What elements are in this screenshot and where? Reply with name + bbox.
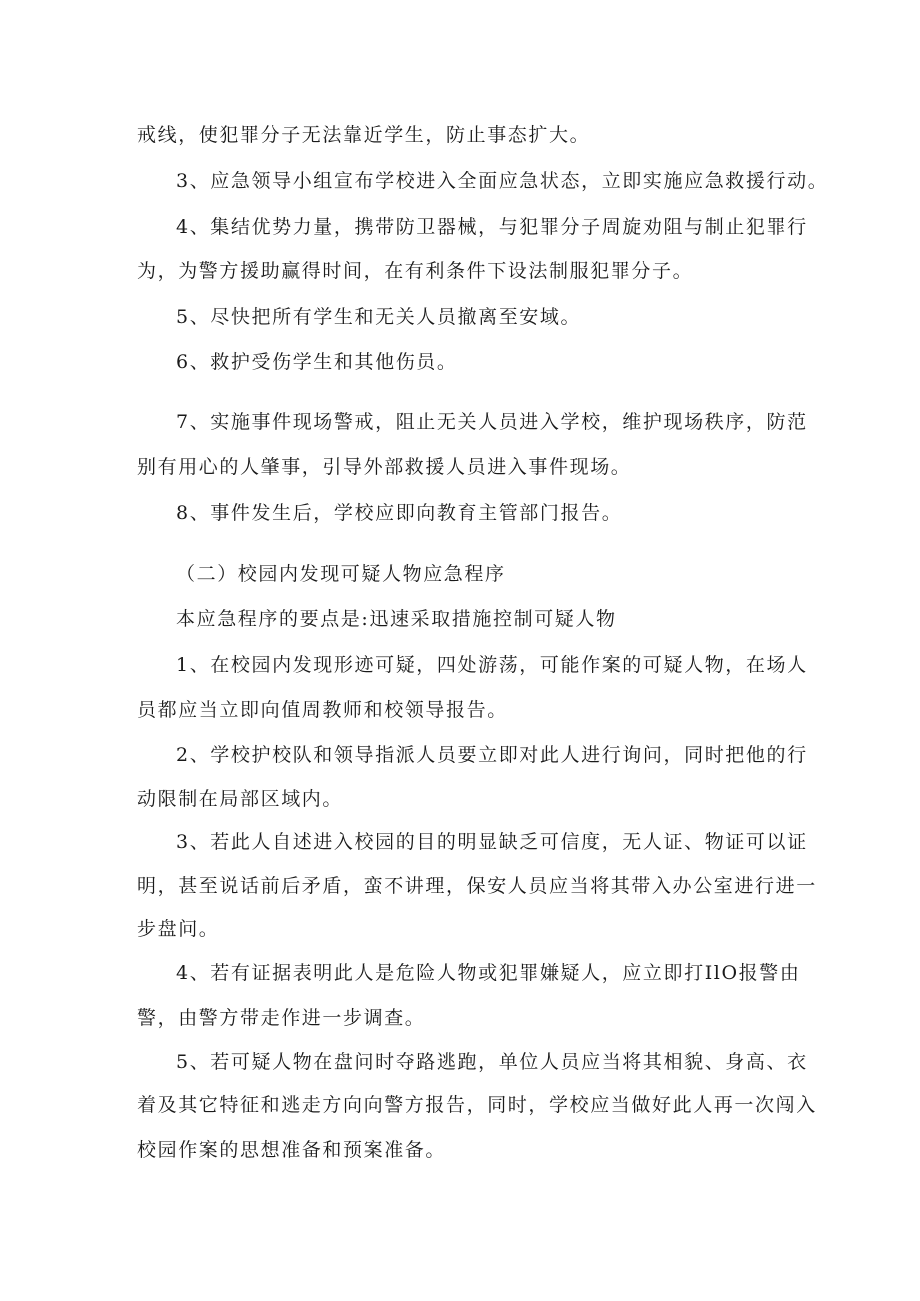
text-line-item-3: 3、应急领导小组宣布学校进入全面应急状态，立即实施应急救援行动。	[176, 170, 829, 192]
text-line-item-7: 7、实施事件现场警戒，阻止无关人员进入学校，维护现场秩序，防范	[176, 411, 808, 433]
text-line-step-3-cont2: 步盘问。	[137, 918, 220, 940]
text-line-step-1: 1、在校园内发现形迹可疑，四处游荡，可能作案的可疑人物，在场人	[176, 654, 808, 676]
text-line-step-5-cont2: 校园作案的思想准备和预案准备。	[137, 1139, 447, 1161]
text-line-item-4: 4、集结优势力量，携带防卫器械，与犯罪分子周旋劝阻与制止犯罪行	[176, 216, 808, 238]
text-line-step-1-cont: 员都应当立即向值周教师和校领导报告。	[137, 699, 508, 721]
text-line-step-5: 5、若可疑人物在盘问时夺路逃跑，单位人员应当将其相貌、身高、衣	[176, 1051, 808, 1073]
section-summary: 本应急程序的要点是:迅速采取措施控制可疑人物	[176, 608, 617, 630]
text-line-step-2: 2、学校护校队和领导指派人员要立即对此人进行询问，同时把他的行	[176, 744, 808, 766]
text-line-step-3-cont: 明，甚至说话前后矛盾，蛮不讲理，保安人员应当将其带入办公室进行进一	[137, 875, 817, 897]
section-heading: （二）校园内发现可疑人物应急程序	[176, 563, 506, 585]
text-line-step-3: 3、若此人自述进入校园的目的明显缺乏可信度，无人证、物证可以证	[176, 831, 808, 853]
text-line-step-5-cont: 着及其它特征和逃走方向向警方报告，同时，学校应当做好此人再一次闯入	[137, 1094, 817, 1116]
text-line-continuation: 戒线，使犯罪分子无法靠近学生，防止事态扩大。	[137, 124, 591, 146]
text-line-item-8: 8、事件发生后，学校应即向教育主管部门报告。	[176, 502, 623, 524]
text-line-step-4: 4、若有证据表明此人是危险人物或犯罪嫌疑人，应立即打IlO报警由	[176, 962, 801, 984]
text-line-step-4-cont: 警，由警方带走作进一步调查。	[137, 1007, 426, 1029]
text-line-item-5: 5、尽快把所有学生和无关人员撤离至安域。	[176, 306, 582, 328]
text-line-item-4-cont: 为，为警方援助赢得时间，在有利条件下设法制服犯罪分子。	[137, 260, 694, 282]
text-line-item-6: 6、救护受伤学生和其他伤员。	[176, 351, 458, 373]
text-line-step-2-cont: 动限制在局部区域内。	[137, 788, 344, 810]
text-line-item-7-cont: 别有用心的人肇事，引导外部救援人员进入事件现场。	[137, 456, 632, 478]
